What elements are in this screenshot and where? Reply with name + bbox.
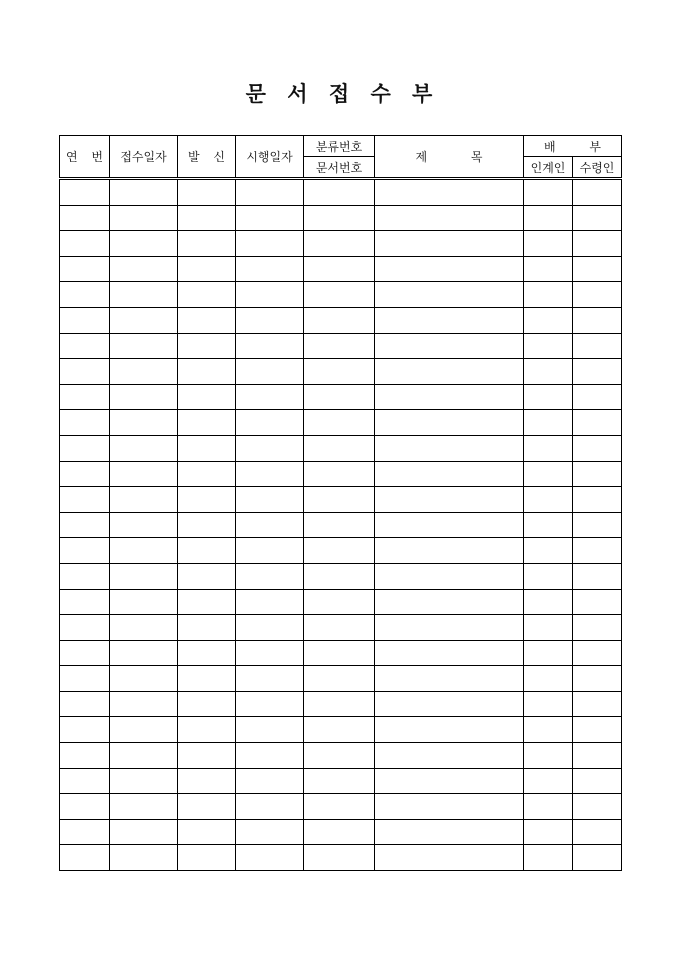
- cell-received-date[interactable]: [110, 461, 178, 487]
- cell-serial[interactable]: [60, 435, 110, 461]
- cell-receiver[interactable]: [573, 512, 622, 538]
- cell-handover[interactable]: [524, 640, 573, 666]
- cell-subject[interactable]: [375, 640, 524, 666]
- cell-subject[interactable]: [375, 794, 524, 820]
- cell-number[interactable]: [304, 333, 375, 359]
- cell-handover[interactable]: [524, 691, 573, 717]
- cell-serial[interactable]: [60, 768, 110, 794]
- cell-received-date[interactable]: [110, 717, 178, 743]
- cell-serial[interactable]: [60, 231, 110, 257]
- cell-receiver[interactable]: [573, 282, 622, 308]
- cell-number[interactable]: [304, 666, 375, 692]
- cell-receiver[interactable]: [573, 538, 622, 564]
- cell-subject[interactable]: [375, 589, 524, 615]
- cell-subject[interactable]: [375, 461, 524, 487]
- cell-serial[interactable]: [60, 666, 110, 692]
- cell-number[interactable]: [304, 512, 375, 538]
- cell-serial[interactable]: [60, 819, 110, 845]
- cell-sender[interactable]: [178, 717, 236, 743]
- cell-serial[interactable]: [60, 717, 110, 743]
- cell-sender[interactable]: [178, 538, 236, 564]
- cell-serial[interactable]: [60, 845, 110, 871]
- table-row: [60, 231, 622, 257]
- cell-handover[interactable]: [524, 333, 573, 359]
- cell-sender[interactable]: [178, 615, 236, 641]
- cell-handover[interactable]: [524, 307, 573, 333]
- cell-handover[interactable]: [524, 410, 573, 436]
- cell-received-date[interactable]: [110, 231, 178, 257]
- cell-sender[interactable]: [178, 563, 236, 589]
- cell-number[interactable]: [304, 538, 375, 564]
- cell-effective-date[interactable]: [236, 384, 304, 410]
- cell-serial[interactable]: [60, 205, 110, 231]
- cell-subject[interactable]: [375, 819, 524, 845]
- cell-number[interactable]: [304, 640, 375, 666]
- cell-received-date[interactable]: [110, 819, 178, 845]
- cell-sender[interactable]: [178, 282, 236, 308]
- cell-subject[interactable]: [375, 538, 524, 564]
- cell-number[interactable]: [304, 384, 375, 410]
- cell-handover[interactable]: [524, 231, 573, 257]
- cell-number[interactable]: [304, 231, 375, 257]
- cell-handover[interactable]: [524, 359, 573, 385]
- table-row: [60, 615, 622, 641]
- cell-effective-date[interactable]: [236, 768, 304, 794]
- cell-subject[interactable]: [375, 231, 524, 257]
- cell-sender[interactable]: [178, 359, 236, 385]
- cell-received-date[interactable]: [110, 563, 178, 589]
- cell-effective-date[interactable]: [236, 205, 304, 231]
- cell-effective-date[interactable]: [236, 410, 304, 436]
- header-effective-date: 시행일자: [236, 136, 304, 179]
- cell-number[interactable]: [304, 256, 375, 282]
- cell-received-date[interactable]: [110, 794, 178, 820]
- cell-sender[interactable]: [178, 512, 236, 538]
- cell-serial[interactable]: [60, 794, 110, 820]
- cell-handover[interactable]: [524, 205, 573, 231]
- cell-sender[interactable]: [178, 231, 236, 257]
- cell-serial[interactable]: [60, 563, 110, 589]
- header-receiver: 수령인: [573, 157, 622, 179]
- cell-receiver[interactable]: [573, 333, 622, 359]
- table-row: [60, 691, 622, 717]
- cell-number[interactable]: [304, 410, 375, 436]
- cell-number[interactable]: [304, 179, 375, 206]
- cell-number[interactable]: [304, 307, 375, 333]
- cell-serial[interactable]: [60, 640, 110, 666]
- cell-handover[interactable]: [524, 819, 573, 845]
- cell-receiver[interactable]: [573, 845, 622, 871]
- cell-serial[interactable]: [60, 410, 110, 436]
- cell-effective-date[interactable]: [236, 282, 304, 308]
- cell-receiver[interactable]: [573, 563, 622, 589]
- cell-number[interactable]: [304, 487, 375, 513]
- cell-received-date[interactable]: [110, 435, 178, 461]
- cell-handover[interactable]: [524, 487, 573, 513]
- cell-serial[interactable]: [60, 282, 110, 308]
- cell-number[interactable]: [304, 845, 375, 871]
- cell-receiver[interactable]: [573, 205, 622, 231]
- cell-receiver[interactable]: [573, 410, 622, 436]
- cell-received-date[interactable]: [110, 205, 178, 231]
- cell-sender[interactable]: [178, 461, 236, 487]
- cell-receiver[interactable]: [573, 307, 622, 333]
- table-row: [60, 845, 622, 871]
- header-distribution: 배 부: [524, 136, 622, 157]
- cell-effective-date[interactable]: [236, 589, 304, 615]
- cell-handover[interactable]: [524, 615, 573, 641]
- table-row: [60, 359, 622, 385]
- cell-handover[interactable]: [524, 768, 573, 794]
- cell-serial[interactable]: [60, 743, 110, 769]
- cell-subject[interactable]: [375, 691, 524, 717]
- table-row: [60, 768, 622, 794]
- table-row: [60, 384, 622, 410]
- table-row: [60, 666, 622, 692]
- header-subject: 제 목: [375, 136, 524, 179]
- cell-effective-date[interactable]: [236, 461, 304, 487]
- cell-handover[interactable]: [524, 384, 573, 410]
- cell-sender[interactable]: [178, 589, 236, 615]
- cell-effective-date[interactable]: [236, 615, 304, 641]
- cell-number[interactable]: [304, 563, 375, 589]
- cell-handover[interactable]: [524, 282, 573, 308]
- cell-sender[interactable]: [178, 307, 236, 333]
- cell-number[interactable]: [304, 743, 375, 769]
- cell-effective-date[interactable]: [236, 640, 304, 666]
- cell-serial[interactable]: [60, 307, 110, 333]
- table-row: [60, 640, 622, 666]
- cell-serial[interactable]: [60, 384, 110, 410]
- table-row: [60, 179, 622, 206]
- cell-effective-date[interactable]: [236, 538, 304, 564]
- cell-subject[interactable]: [375, 615, 524, 641]
- cell-effective-date[interactable]: [236, 794, 304, 820]
- cell-effective-date[interactable]: [236, 819, 304, 845]
- header-handover: 인계인: [524, 157, 573, 179]
- cell-received-date[interactable]: [110, 743, 178, 769]
- cell-number[interactable]: [304, 717, 375, 743]
- cell-subject[interactable]: [375, 768, 524, 794]
- cell-handover[interactable]: [524, 461, 573, 487]
- cell-effective-date[interactable]: [236, 563, 304, 589]
- cell-receiver[interactable]: [573, 743, 622, 769]
- cell-number[interactable]: [304, 461, 375, 487]
- cell-received-date[interactable]: [110, 307, 178, 333]
- table-row: [60, 512, 622, 538]
- cell-effective-date[interactable]: [236, 691, 304, 717]
- cell-receiver[interactable]: [573, 794, 622, 820]
- cell-receiver[interactable]: [573, 666, 622, 692]
- cell-number[interactable]: [304, 205, 375, 231]
- cell-sender[interactable]: [178, 743, 236, 769]
- cell-subject[interactable]: [375, 333, 524, 359]
- cell-subject[interactable]: [375, 179, 524, 206]
- cell-subject[interactable]: [375, 512, 524, 538]
- table-row: [60, 333, 622, 359]
- cell-handover[interactable]: [524, 717, 573, 743]
- header-class-number: 분류번호: [304, 136, 375, 157]
- cell-number[interactable]: [304, 615, 375, 641]
- cell-serial[interactable]: [60, 461, 110, 487]
- cell-number[interactable]: [304, 282, 375, 308]
- cell-serial[interactable]: [60, 691, 110, 717]
- cell-receiver[interactable]: [573, 384, 622, 410]
- table-row: [60, 538, 622, 564]
- cell-sender[interactable]: [178, 640, 236, 666]
- header-doc-number: 문서번호: [304, 157, 375, 179]
- cell-sender[interactable]: [178, 410, 236, 436]
- cell-receiver[interactable]: [573, 359, 622, 385]
- cell-receiver[interactable]: [573, 768, 622, 794]
- cell-sender[interactable]: [178, 666, 236, 692]
- cell-receiver[interactable]: [573, 589, 622, 615]
- ledger-body: [60, 179, 622, 871]
- cell-effective-date[interactable]: [236, 231, 304, 257]
- cell-sender[interactable]: [178, 384, 236, 410]
- table-row: [60, 282, 622, 308]
- cell-effective-date[interactable]: [236, 845, 304, 871]
- cell-handover[interactable]: [524, 743, 573, 769]
- cell-sender[interactable]: [178, 768, 236, 794]
- cell-handover[interactable]: [524, 794, 573, 820]
- cell-receiver[interactable]: [573, 231, 622, 257]
- cell-number[interactable]: [304, 691, 375, 717]
- cell-receiver[interactable]: [573, 717, 622, 743]
- cell-received-date[interactable]: [110, 666, 178, 692]
- table-row: [60, 487, 622, 513]
- cell-handover[interactable]: [524, 435, 573, 461]
- cell-subject[interactable]: [375, 282, 524, 308]
- table-row: [60, 307, 622, 333]
- cell-handover[interactable]: [524, 179, 573, 206]
- cell-subject[interactable]: [375, 563, 524, 589]
- cell-serial[interactable]: [60, 487, 110, 513]
- cell-sender[interactable]: [178, 794, 236, 820]
- cell-subject[interactable]: [375, 205, 524, 231]
- cell-serial[interactable]: [60, 333, 110, 359]
- cell-receiver[interactable]: [573, 819, 622, 845]
- cell-serial[interactable]: [60, 359, 110, 385]
- cell-received-date[interactable]: [110, 487, 178, 513]
- table-row: [60, 819, 622, 845]
- cell-handover[interactable]: [524, 563, 573, 589]
- table-row: [60, 717, 622, 743]
- cell-sender[interactable]: [178, 691, 236, 717]
- cell-effective-date[interactable]: [236, 307, 304, 333]
- table-row: [60, 563, 622, 589]
- cell-subject[interactable]: [375, 743, 524, 769]
- cell-serial[interactable]: [60, 256, 110, 282]
- cell-subject[interactable]: [375, 487, 524, 513]
- cell-receiver[interactable]: [573, 435, 622, 461]
- cell-number[interactable]: [304, 819, 375, 845]
- cell-handover[interactable]: [524, 512, 573, 538]
- cell-received-date[interactable]: [110, 256, 178, 282]
- cell-serial[interactable]: [60, 538, 110, 564]
- cell-subject[interactable]: [375, 666, 524, 692]
- cell-receiver[interactable]: [573, 179, 622, 206]
- cell-effective-date[interactable]: [236, 256, 304, 282]
- cell-effective-date[interactable]: [236, 512, 304, 538]
- cell-received-date[interactable]: [110, 179, 178, 206]
- cell-subject[interactable]: [375, 359, 524, 385]
- cell-number[interactable]: [304, 359, 375, 385]
- cell-handover[interactable]: [524, 666, 573, 692]
- cell-receiver[interactable]: [573, 615, 622, 641]
- cell-number[interactable]: [304, 768, 375, 794]
- cell-receiver[interactable]: [573, 256, 622, 282]
- cell-received-date[interactable]: [110, 282, 178, 308]
- cell-sender[interactable]: [178, 333, 236, 359]
- page-title: 문 서 접 수 부: [245, 81, 435, 106]
- cell-sender[interactable]: [178, 487, 236, 513]
- cell-subject[interactable]: [375, 256, 524, 282]
- cell-number[interactable]: [304, 794, 375, 820]
- cell-serial[interactable]: [60, 512, 110, 538]
- cell-sender[interactable]: [178, 256, 236, 282]
- cell-effective-date[interactable]: [236, 179, 304, 206]
- cell-subject[interactable]: [375, 307, 524, 333]
- cell-handover[interactable]: [524, 538, 573, 564]
- cell-receiver[interactable]: [573, 487, 622, 513]
- table-row: [60, 589, 622, 615]
- cell-received-date[interactable]: [110, 538, 178, 564]
- header-serial: 연 번: [60, 136, 110, 179]
- cell-receiver[interactable]: [573, 640, 622, 666]
- cell-subject[interactable]: [375, 845, 524, 871]
- header-sender: 발 신: [178, 136, 236, 179]
- cell-sender[interactable]: [178, 845, 236, 871]
- cell-sender[interactable]: [178, 179, 236, 206]
- cell-effective-date[interactable]: [236, 666, 304, 692]
- cell-effective-date[interactable]: [236, 359, 304, 385]
- cell-received-date[interactable]: [110, 333, 178, 359]
- cell-received-date[interactable]: [110, 589, 178, 615]
- cell-sender[interactable]: [178, 819, 236, 845]
- cell-receiver[interactable]: [573, 461, 622, 487]
- cell-number[interactable]: [304, 589, 375, 615]
- cell-handover[interactable]: [524, 589, 573, 615]
- cell-received-date[interactable]: [110, 359, 178, 385]
- cell-received-date[interactable]: [110, 384, 178, 410]
- cell-effective-date[interactable]: [236, 717, 304, 743]
- table-row: [60, 743, 622, 769]
- cell-handover[interactable]: [524, 256, 573, 282]
- table-row: [60, 256, 622, 282]
- cell-sender[interactable]: [178, 435, 236, 461]
- cell-handover[interactable]: [524, 845, 573, 871]
- cell-received-date[interactable]: [110, 768, 178, 794]
- table-row: [60, 461, 622, 487]
- document-receipt-ledger: [59, 135, 622, 871]
- cell-number[interactable]: [304, 435, 375, 461]
- cell-effective-date[interactable]: [236, 333, 304, 359]
- table-row: [60, 205, 622, 231]
- table-row: [60, 435, 622, 461]
- table-row: [60, 410, 622, 436]
- cell-effective-date[interactable]: [236, 743, 304, 769]
- cell-subject[interactable]: [375, 435, 524, 461]
- cell-received-date[interactable]: [110, 615, 178, 641]
- cell-serial[interactable]: [60, 179, 110, 206]
- cell-effective-date[interactable]: [236, 487, 304, 513]
- header-received-date: 접수일자: [110, 136, 178, 179]
- table-row: [60, 794, 622, 820]
- cell-received-date[interactable]: [110, 691, 178, 717]
- cell-serial[interactable]: [60, 615, 110, 641]
- cell-subject[interactable]: [375, 384, 524, 410]
- cell-received-date[interactable]: [110, 640, 178, 666]
- cell-receiver[interactable]: [573, 691, 622, 717]
- cell-received-date[interactable]: [110, 512, 178, 538]
- cell-sender[interactable]: [178, 205, 236, 231]
- cell-effective-date[interactable]: [236, 435, 304, 461]
- cell-subject[interactable]: [375, 717, 524, 743]
- cell-serial[interactable]: [60, 589, 110, 615]
- cell-received-date[interactable]: [110, 410, 178, 436]
- cell-subject[interactable]: [375, 410, 524, 436]
- cell-received-date[interactable]: [110, 845, 178, 871]
